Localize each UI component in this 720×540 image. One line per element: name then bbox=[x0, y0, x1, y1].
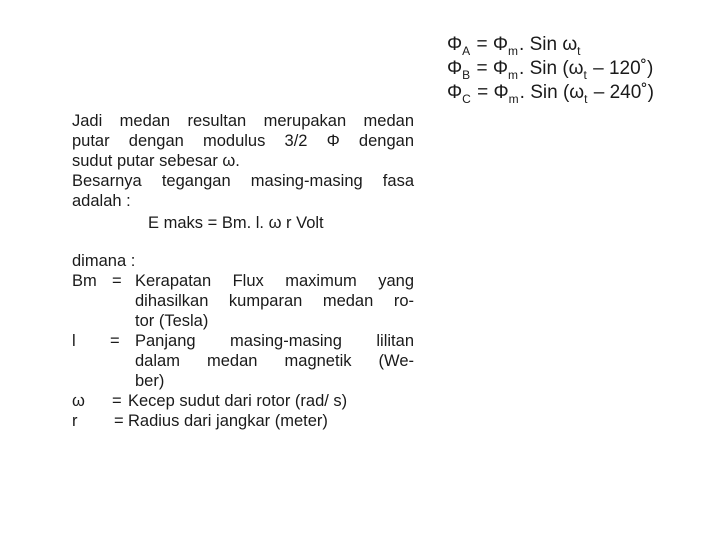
time-subscript: t bbox=[583, 68, 587, 82]
emf-formula: E maks = Bm. l. ω r Volt bbox=[148, 214, 324, 232]
definition-r bbox=[72, 411, 414, 431]
definition-line: tor (Tesla) bbox=[135, 312, 209, 330]
phi-max-symbol: Φ bbox=[492, 34, 509, 55]
spacer bbox=[72, 233, 414, 251]
time-subscript: t bbox=[577, 44, 581, 58]
equation-phase-c bbox=[447, 81, 654, 105]
phase-subscript: A bbox=[462, 44, 471, 58]
definition-bm bbox=[72, 271, 414, 331]
definition-line: Kerapatan Flux maximum yang bbox=[135, 272, 414, 290]
definition-line: dihasilkan kumparan medan ro- bbox=[135, 292, 414, 310]
definition-text bbox=[128, 411, 414, 431]
paragraph-line: putar dengan modulus 3/2 Φ dengan bbox=[72, 132, 414, 150]
definition-text bbox=[128, 391, 414, 411]
sine-term: . Sin ω bbox=[519, 34, 578, 55]
definition-line: dalam medan magnetik (We- bbox=[135, 352, 414, 370]
equals-sign: = bbox=[471, 58, 493, 79]
phase-subscript: B bbox=[462, 68, 471, 82]
phi-symbol: Φ bbox=[447, 82, 463, 103]
paragraph-line: adalah : bbox=[72, 192, 131, 210]
definition-line: ber) bbox=[135, 372, 165, 390]
paragraph-line: Besarnya tegangan masing-masing fasa bbox=[72, 172, 414, 190]
sine-term: . Sin (ω bbox=[519, 58, 584, 79]
definition-omega bbox=[72, 391, 414, 411]
paragraph-line: Jadi medan resultan merupakan medan bbox=[72, 112, 414, 130]
max-subscript: m bbox=[508, 92, 519, 106]
definition-symbol: ω bbox=[72, 392, 85, 410]
equals-sign: = bbox=[471, 82, 494, 103]
equation-phase-b bbox=[447, 57, 654, 81]
phi-symbol: Φ bbox=[447, 34, 463, 55]
definition-line: Radius dari jangkar (meter) bbox=[128, 412, 328, 430]
phase-shift: – 120˚) bbox=[587, 58, 654, 79]
definition-text bbox=[135, 331, 414, 391]
paragraph-line: sudut putar sebesar ω. bbox=[72, 152, 240, 170]
definition-line: Kecep sudut dari rotor (rad/ s) bbox=[128, 392, 348, 410]
definition-l bbox=[72, 331, 414, 391]
phi-max-symbol: Φ bbox=[493, 82, 509, 103]
max-subscript: m bbox=[508, 44, 519, 58]
phase-shift: – 240˚) bbox=[588, 82, 654, 103]
phi-max-symbol: Φ bbox=[492, 58, 509, 79]
phase-subscript: C bbox=[462, 92, 471, 106]
equals-sign: = bbox=[471, 34, 493, 55]
phi-symbol: Φ bbox=[447, 58, 463, 79]
definition-line: Panjang masing-masing lilitan bbox=[135, 332, 414, 350]
definition-symbol: Bm bbox=[72, 272, 97, 290]
definition-equals: = bbox=[110, 332, 120, 350]
definition-equals: = bbox=[112, 272, 122, 290]
max-subscript: m bbox=[508, 68, 519, 82]
time-subscript: t bbox=[584, 92, 588, 106]
definitions-intro: dimana : bbox=[72, 252, 136, 270]
definition-equals: = bbox=[112, 392, 122, 410]
definition-symbol: r bbox=[72, 412, 78, 430]
equation-phase-a bbox=[447, 33, 654, 57]
phase-flux-equations bbox=[447, 33, 654, 105]
definition-text bbox=[135, 271, 414, 331]
sine-term: . Sin (ω bbox=[519, 82, 585, 103]
body-text bbox=[72, 111, 414, 431]
definition-equals: = bbox=[114, 412, 124, 430]
definition-symbol: l bbox=[72, 332, 76, 350]
